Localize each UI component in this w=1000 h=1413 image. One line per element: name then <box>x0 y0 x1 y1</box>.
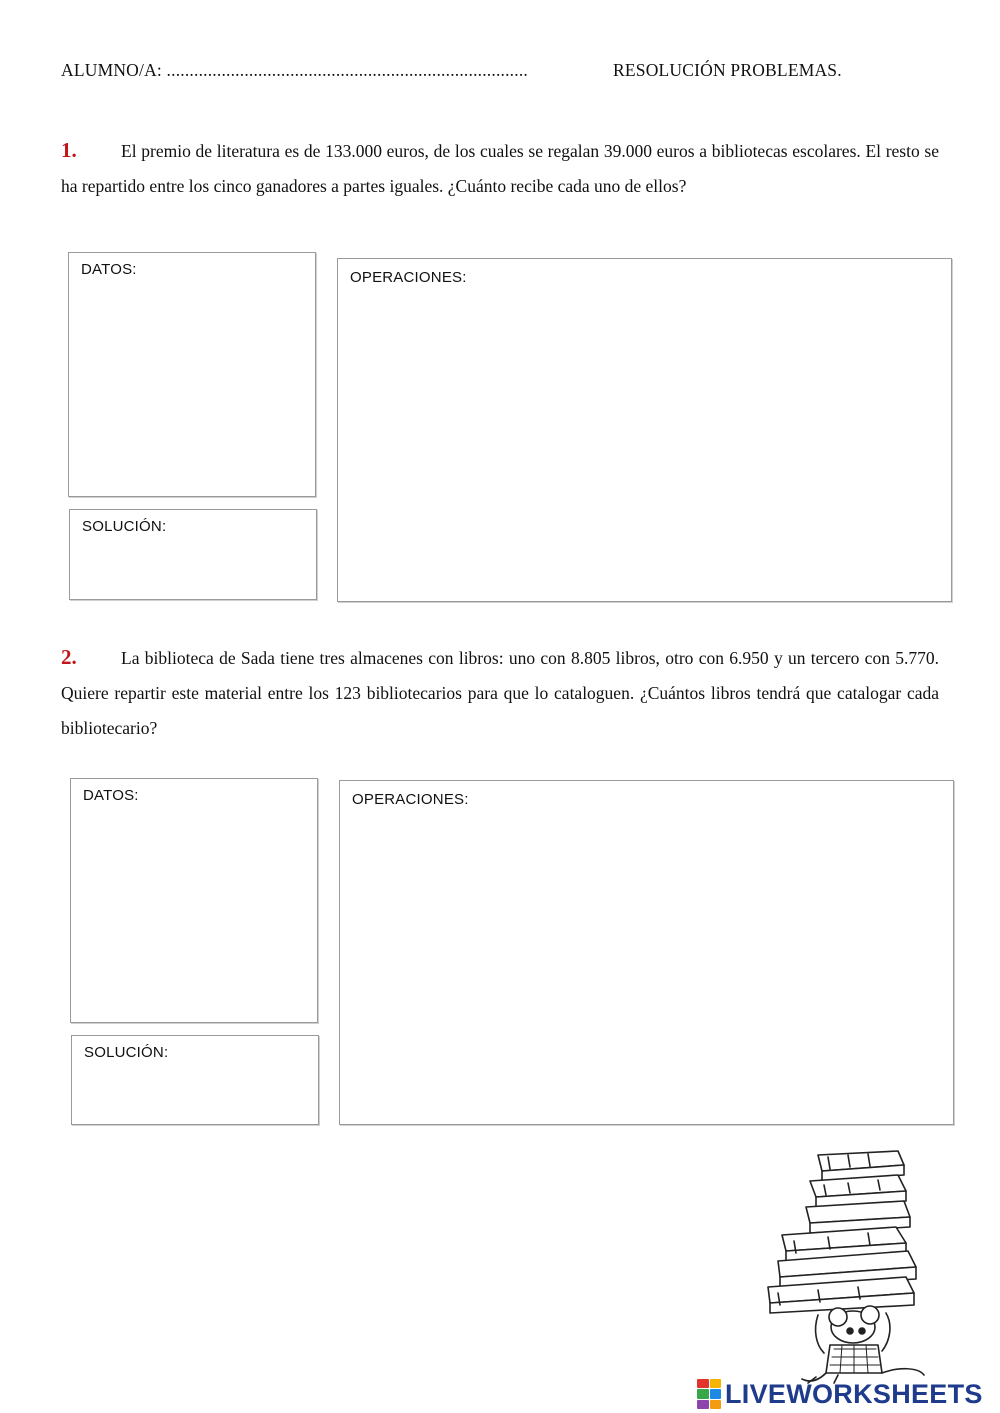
operaciones-box-1[interactable] <box>337 258 952 602</box>
solucion-box-2[interactable] <box>71 1035 319 1125</box>
logo-text: LIVEWORKSHEETS <box>725 1378 983 1409</box>
problem-text: La biblioteca de Sada tiene tres almacenes con libros: uno con 8.805 libros, otro con 6.950 y un tercero con 5.770. Quiere repartir este material entre los 123 bibliotecarios para que lo cataloguen. ¿Cuántos libros tendrá que catalogar cada bibliotecario? <box>61 648 939 738</box>
mouse-carrying-books-icon <box>758 1145 928 1385</box>
logo-cube-icon <box>697 1379 721 1409</box>
liveworksheets-logo <box>697 1376 983 1412</box>
datos-label: DATOS: <box>81 261 137 278</box>
problem-2-statement <box>61 640 939 746</box>
problem-number: 2. <box>61 645 77 669</box>
problem-text: El premio de literatura es de 133.000 euros, de los cuales se regalan 39.000 euros a bibliotecas escolares. El resto se ha repartido entre los cinco ganadores a partes iguales. ¿Cuánto recibe cada uno de ellos? <box>61 141 939 196</box>
operaciones-label: OPERACIONES: <box>352 791 469 808</box>
datos-box-2[interactable] <box>70 778 318 1023</box>
problem-number: 1. <box>61 138 77 162</box>
solucion-label: SOLUCIÓN: <box>82 518 167 535</box>
book-stack-icon <box>768 1151 916 1313</box>
datos-box-1[interactable] <box>68 252 316 497</box>
datos-label: DATOS: <box>83 787 139 804</box>
operaciones-box-2[interactable] <box>339 780 954 1125</box>
operaciones-label: OPERACIONES: <box>350 269 467 286</box>
solucion-label: SOLUCIÓN: <box>84 1044 169 1061</box>
page-title: RESOLUCIÓN PROBLEMAS. <box>613 60 842 80</box>
solucion-box-1[interactable] <box>69 509 317 600</box>
student-name-line: ALUMNO/A: ............................................................................... <box>61 60 528 80</box>
problem-1-statement <box>61 133 939 204</box>
mouse-icon <box>802 1306 924 1383</box>
